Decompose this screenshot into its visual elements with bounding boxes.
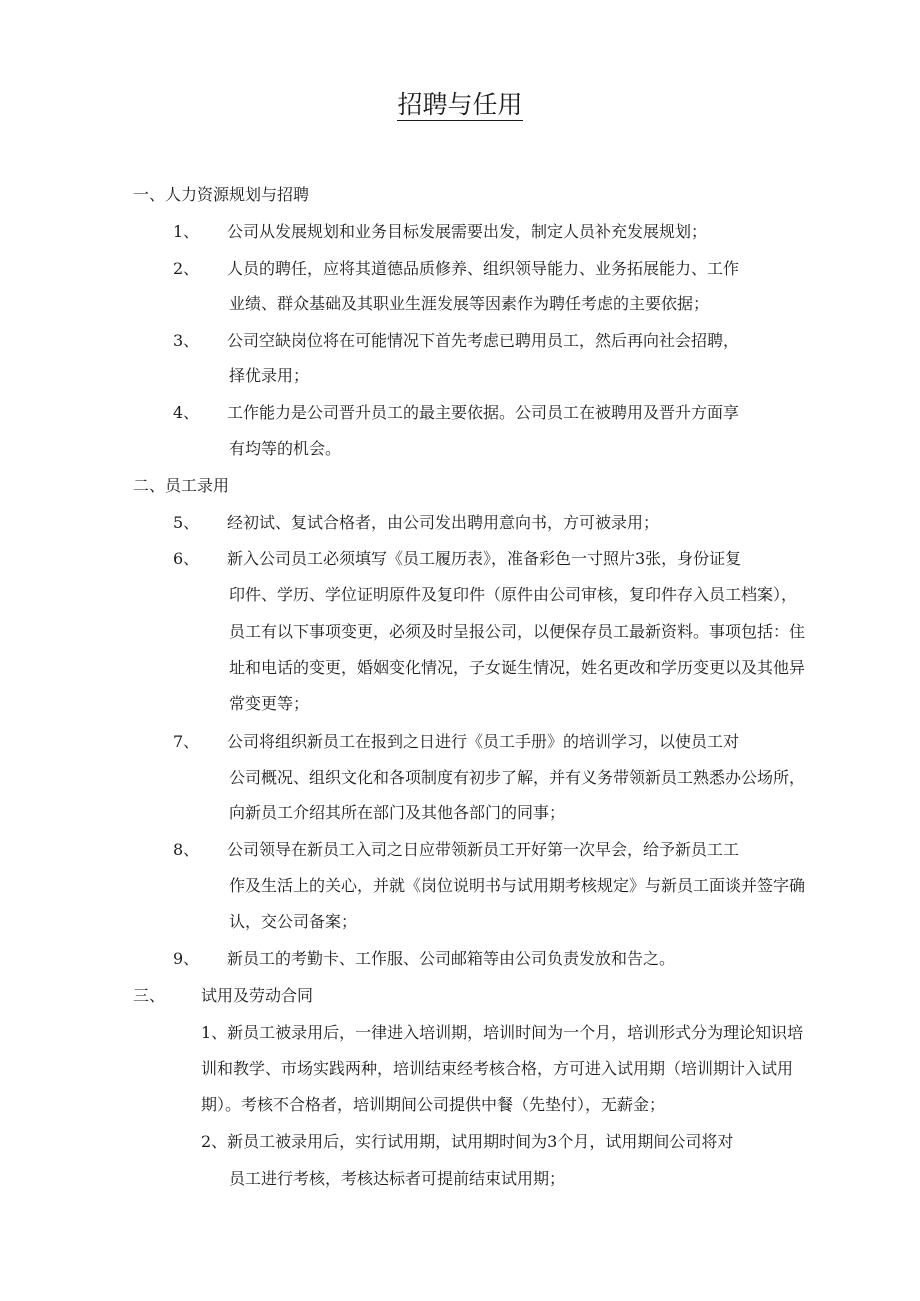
item-text: 公司空缺岗位将在可能情况下首先考虑已聘用员工，然后再向社会招聘， bbox=[227, 331, 740, 350]
item-text: 公司从发展规划和业务目标发展需要出发，制定人员补充发展规划； bbox=[227, 222, 708, 241]
item-number: 5、 bbox=[173, 513, 200, 532]
section-number: 三、 bbox=[133, 986, 166, 1005]
item-text: 业绩、群众基础及其职业生涯发展等因素作为聘任考虑的主要依据； bbox=[229, 294, 710, 313]
item-text: 有均等的机会。 bbox=[229, 439, 342, 458]
item-text: 向新员工介绍其所在部门及其他各部门的同事； bbox=[229, 803, 566, 822]
item-text: 员工进行考核，考核达标者可提前结束试用期； bbox=[229, 1169, 566, 1188]
item-text: 1、新员工被录用后，一律进入培训期，培训时间为一个月，培训形式分为理论知识培 bbox=[201, 1023, 804, 1042]
document-title: 招聘与任用 bbox=[397, 90, 523, 119]
item-text: 2、新员工被录用后，实行试用期，试用期时间为3个月，试用期间公司将对 bbox=[201, 1132, 734, 1151]
item-text: 址和电话的变更，婚姻变化情况，子女诞生情况，姓名更改和学历变更以及其他异 bbox=[229, 658, 806, 677]
item-text: 工作能力是公司晋升员工的最主要依据。公司员工在被聘用及晋升方面享 bbox=[227, 403, 740, 422]
item-number: 6、 bbox=[173, 549, 200, 568]
item-text: 常变更等； bbox=[229, 694, 310, 713]
item-text: 印件、学历、学位证明原件及复印件（原件由公司审核，复印件存入员工档案）， bbox=[229, 585, 798, 604]
item-number: 1、 bbox=[173, 222, 200, 241]
item-text: 训和教学、市场实践两种，培训结束经考核合格，方可进入试用期（培训期计入试用 bbox=[201, 1059, 794, 1078]
item-number: 3、 bbox=[173, 331, 200, 350]
item-text: 期）。考核不合格者，培训期间公司提供中餐（先垫付），无薪金； bbox=[201, 1095, 666, 1114]
item-text: 认，交公司备案； bbox=[229, 912, 358, 931]
item-text: 新入公司员工必须填写《员工履历表》，准备彩色一寸照片3张，身份证复 bbox=[227, 549, 742, 568]
item-number: 7、 bbox=[173, 732, 200, 751]
item-number: 8、 bbox=[173, 840, 200, 859]
section-heading: 二、员工录用 bbox=[133, 476, 230, 495]
item-text: 员工有以下事项变更，必须及时呈报公司，以便保存员工最新资料。事项包括：住 bbox=[229, 622, 806, 641]
item-text: 择优录用； bbox=[229, 366, 310, 385]
item-text: 公司将组织新员工在报到之日进行《员工手册》的培训学习，以使员工对 bbox=[227, 732, 740, 751]
section-heading: 一、人力资源规划与招聘 bbox=[133, 185, 310, 204]
section-heading: 试用及劳动合同 bbox=[201, 986, 314, 1005]
item-number: 9、 bbox=[173, 949, 200, 968]
item-text: 作及生活上的关心，并就《岗位说明书与试用期考核规定》与新员工面谈并签字确 bbox=[229, 876, 806, 895]
item-text: 人员的聘任，应将其道德品质修养、组织领导能力、业务拓展能力、工作 bbox=[227, 259, 740, 278]
item-text: 公司概况、组织文化和各项制度有初步了解，并有义务带领新员工熟悉办公场所， bbox=[229, 768, 806, 787]
item-number: 2、 bbox=[173, 259, 200, 278]
item-text: 经初试、复试合格者，由公司发出聘用意向书，方可被录用； bbox=[227, 513, 660, 532]
item-number: 4、 bbox=[173, 403, 200, 422]
item-text: 新员工的考勤卡、工作服、公司邮箱等由公司负责发放和告之。 bbox=[227, 949, 676, 968]
item-text: 公司领导在新员工入司之日应带领新员工开好第一次早会，给予新员工工 bbox=[227, 840, 740, 859]
